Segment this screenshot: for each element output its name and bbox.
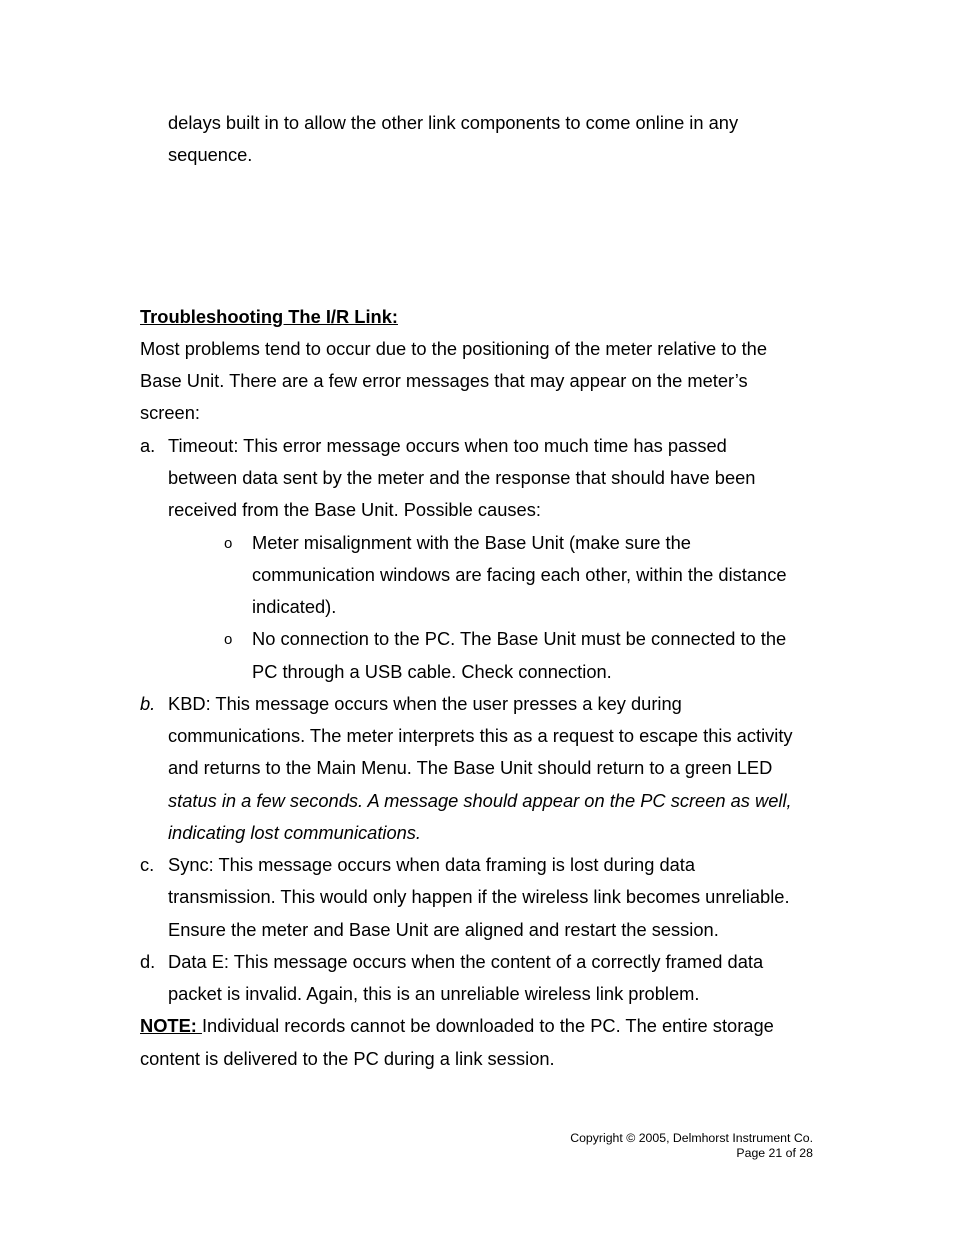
item-b-line-4: status in a few seconds. A message should appear on the PC screen as well, (168, 790, 792, 811)
bullet-icon: o (224, 631, 233, 648)
item-a-line-3: received from the Base Unit. Possible causes: (168, 499, 541, 520)
item-b-line-1: KBD: This message occurs when the user presses a key during (168, 693, 682, 714)
item-d-line-2: packet is invalid. Again, this is an unreliable wireless link problem. (168, 983, 700, 1004)
item-b-line-5: indicating lost communications. (168, 822, 422, 843)
item-b-line-3: and returns to the Main Menu. The Base Unit should return to a green LED (168, 757, 773, 778)
item-d-marker: d. (140, 951, 156, 972)
item-b-line-2: communications. The meter interprets this as a request to escape this activity (168, 725, 793, 746)
item-c-line-3: Ensure the meter and Base Unit are aligned and restart the session. (168, 919, 719, 940)
footer-copyright: Copyright © 2005, Delmhorst Instrument Co. (570, 1131, 813, 1145)
sub-bullet-1-line-1: Meter misalignment with the Base Unit (make sure the (252, 532, 691, 553)
footer-page-number: Page 21 of 28 (736, 1146, 813, 1160)
bullet-icon: o (224, 535, 233, 552)
sub-bullet-2-line-2: PC through a USB cable. Check connection. (252, 661, 612, 682)
section-para-line-2: Base Unit. There are a few error messages that may appear on the meter’s (140, 370, 748, 391)
item-a-line-2: between data sent by the meter and the response that should have been (168, 467, 756, 488)
item-c-line-1: Sync: This message occurs when data framing is lost during data (168, 854, 696, 875)
section-para-line-1: Most problems tend to occur due to the positioning of the meter relative to the (140, 338, 767, 359)
note-line-2: content is delivered to the PC during a link session. (140, 1048, 555, 1069)
note-label: NOTE: (140, 1015, 202, 1036)
item-c-line-2: transmission. This would only happen if the wireless link becomes unreliable. (168, 886, 790, 907)
note-text-1: Individual records cannot be downloaded to the PC. The entire storage (201, 1015, 774, 1036)
section-heading: Troubleshooting The I/R Link: (140, 306, 398, 327)
sub-bullet-1-line-2: communication windows are facing each other, within the distance (252, 564, 787, 585)
item-a-marker: a. (140, 435, 156, 456)
sub-bullet-2-line-1: No connection to the PC. The Base Unit must be connected to the (252, 628, 787, 649)
intro-line-1: delays built in to allow the other link components to come online in any (168, 112, 739, 133)
sub-bullet-1-line-3: indicated). (252, 596, 337, 617)
note-line-1 (140, 1015, 774, 1037)
item-b-marker: b. (140, 693, 156, 714)
item-d-line-1: Data E: This message occurs when the content of a correctly framed data (168, 951, 764, 972)
item-c-marker: c. (140, 854, 155, 875)
intro-line-2: sequence. (168, 144, 253, 165)
item-a-line-1: Timeout: This error message occurs when too much time has passed (168, 435, 727, 456)
section-para-line-3: screen: (140, 402, 200, 423)
